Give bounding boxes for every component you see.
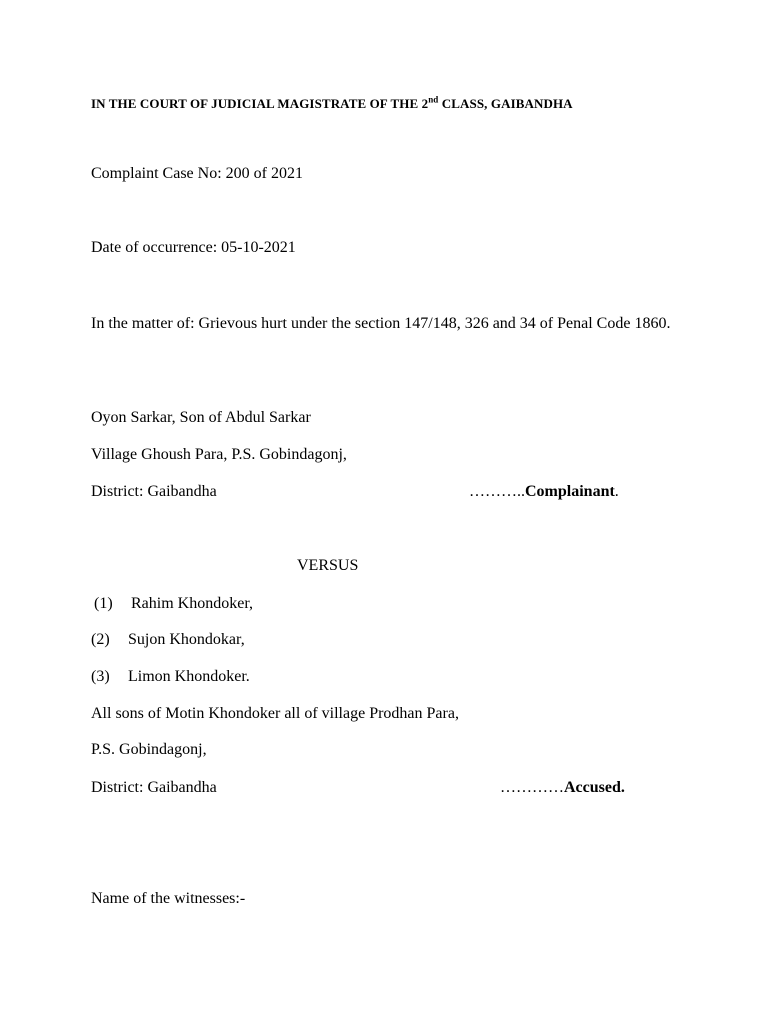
complainant-label-end: . xyxy=(614,483,619,500)
court-heading-superscript: nd xyxy=(428,94,439,105)
accused-item-name: Sujon Khondokar, xyxy=(128,631,245,648)
accused-item-name: Limon Khondoker. xyxy=(128,668,250,685)
case-number: Complaint Case No: 200 of 2021 xyxy=(91,165,303,182)
accused-dots: ………… xyxy=(500,779,564,796)
accused-district: District: Gaibandha xyxy=(91,779,217,796)
accused-item-1 xyxy=(94,592,253,616)
witnesses-heading: Name of the witnesses:- xyxy=(91,890,246,907)
accused-label xyxy=(500,776,625,800)
court-heading-text-end: CLASS, GAIBANDHA xyxy=(438,96,573,111)
versus-heading: VERSUS xyxy=(297,557,359,574)
accused-sons-line: All sons of Motin Khondoker all of village Prodhan Para, xyxy=(91,705,459,722)
date-of-occurrence: Date of occurrence: 05-10-2021 xyxy=(91,239,296,256)
complainant-role: Complainant xyxy=(525,483,615,500)
accused-item-number: (1) xyxy=(94,595,113,612)
accused-item-number: (2) xyxy=(91,631,110,648)
court-heading xyxy=(91,92,573,116)
complainant-village: Village Ghoush Para, P.S. Gobindagonj, xyxy=(91,446,347,463)
complainant-dots: ……….. xyxy=(469,483,525,500)
accused-item-2 xyxy=(91,628,245,652)
court-heading-text: IN THE COURT OF JUDICIAL MAGISTRATE OF THE 2 xyxy=(91,96,429,111)
complainant-name: Oyon Sarkar, Son of Abdul Sarkar xyxy=(91,409,311,426)
accused-item-3 xyxy=(91,665,250,689)
accused-role: Accused. xyxy=(564,779,625,796)
complainant-label xyxy=(469,480,619,504)
accused-police-station: P.S. Gobindagonj, xyxy=(91,741,207,758)
accused-item-name: Rahim Khondoker, xyxy=(131,595,254,612)
matter-description: In the matter of: Grievous hurt under the section 147/148, 326 and 34 of Penal Code 1860. xyxy=(91,315,671,332)
complainant-district: District: Gaibandha xyxy=(91,483,217,500)
accused-item-number: (3) xyxy=(91,668,110,685)
